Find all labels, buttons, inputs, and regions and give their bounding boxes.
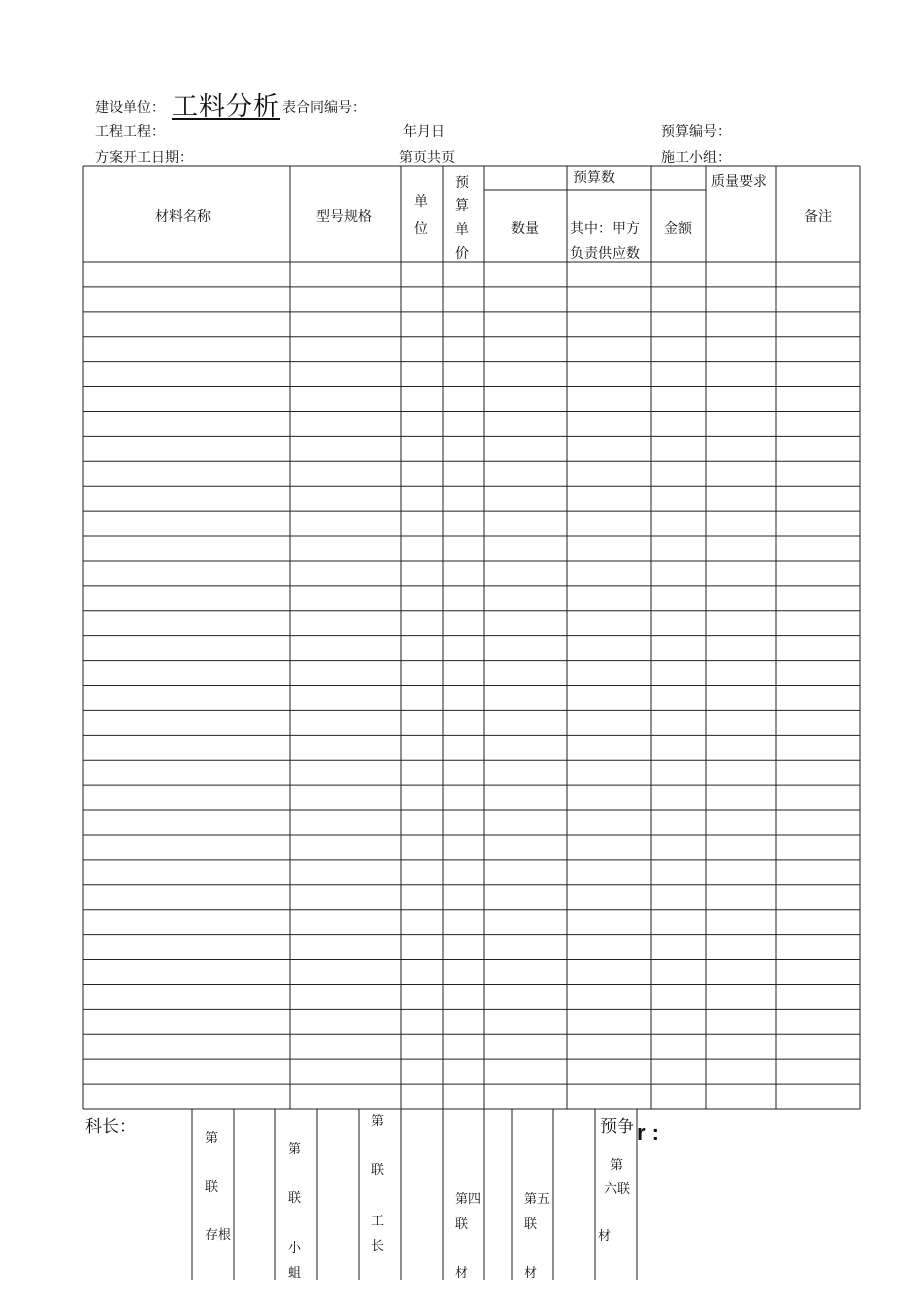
copy2-line4: 蛆: [288, 1266, 302, 1281]
col-unit-1: 单: [414, 194, 428, 210]
copy3-line2: 联: [371, 1163, 385, 1178]
col-party-a-2: 负责供应数: [570, 246, 640, 262]
copy3-line3: 工: [371, 1214, 385, 1229]
col-budget-count: 预算数: [573, 170, 615, 186]
copy1-line3: 存根: [205, 1228, 232, 1243]
col-price-3: 单: [455, 222, 469, 238]
contract-no-label: 表合同编号：: [282, 100, 366, 116]
col-quality: 质量要求: [711, 174, 767, 190]
copy6-line2: 六联: [604, 1182, 631, 1197]
page-label: 第页共页: [399, 150, 455, 166]
copy6-title: 预争: [600, 1117, 634, 1137]
copy2-line2: 联: [288, 1191, 302, 1206]
copy6-line1: 第: [610, 1158, 624, 1173]
copy5-line3: 材: [524, 1266, 538, 1281]
form-title: 工料分析: [172, 92, 281, 122]
construction-unit-label: 建设单位：: [95, 100, 165, 116]
copy2-line1: 第: [288, 1142, 302, 1157]
copy5-line2: 联: [524, 1217, 538, 1232]
copy4-line3: 材: [455, 1266, 469, 1281]
col-remarks: 备注: [804, 209, 832, 225]
copy5-line1: 第五: [524, 1192, 551, 1207]
col-price-1: 预: [455, 175, 469, 191]
col-amount: 金额: [664, 221, 692, 237]
copy4-line2: 联: [455, 1217, 469, 1232]
col-model-spec: 型号规格: [316, 209, 372, 225]
r-mark: r :: [637, 1120, 659, 1145]
copy3-line4: 长: [371, 1239, 385, 1254]
copy1-line2: 联: [205, 1180, 219, 1195]
date-label: 年月日: [403, 124, 445, 140]
copy6-line3: 材: [598, 1229, 612, 1244]
copy4-line1: 第四: [455, 1192, 482, 1207]
col-party-a-1: 其中：甲方: [570, 221, 640, 237]
col-material-name: 材料名称: [155, 209, 211, 225]
section-chief-label: 科长：: [85, 1117, 136, 1137]
col-unit-2: 位: [414, 221, 428, 237]
col-quantity: 数量: [511, 221, 539, 237]
col-price-2: 算: [455, 198, 469, 214]
copy1-line1: 第: [205, 1131, 219, 1146]
col-price-4: 价: [455, 246, 469, 262]
copy3-line1: 第: [371, 1114, 385, 1129]
project-label: 工程工程：: [95, 124, 165, 140]
copy2-line3: 小: [288, 1241, 302, 1256]
budget-no-label: 预算编号：: [661, 124, 731, 140]
plan-start-label: 方案开工日期：: [95, 150, 193, 166]
team-label: 施工小组：: [661, 150, 731, 166]
